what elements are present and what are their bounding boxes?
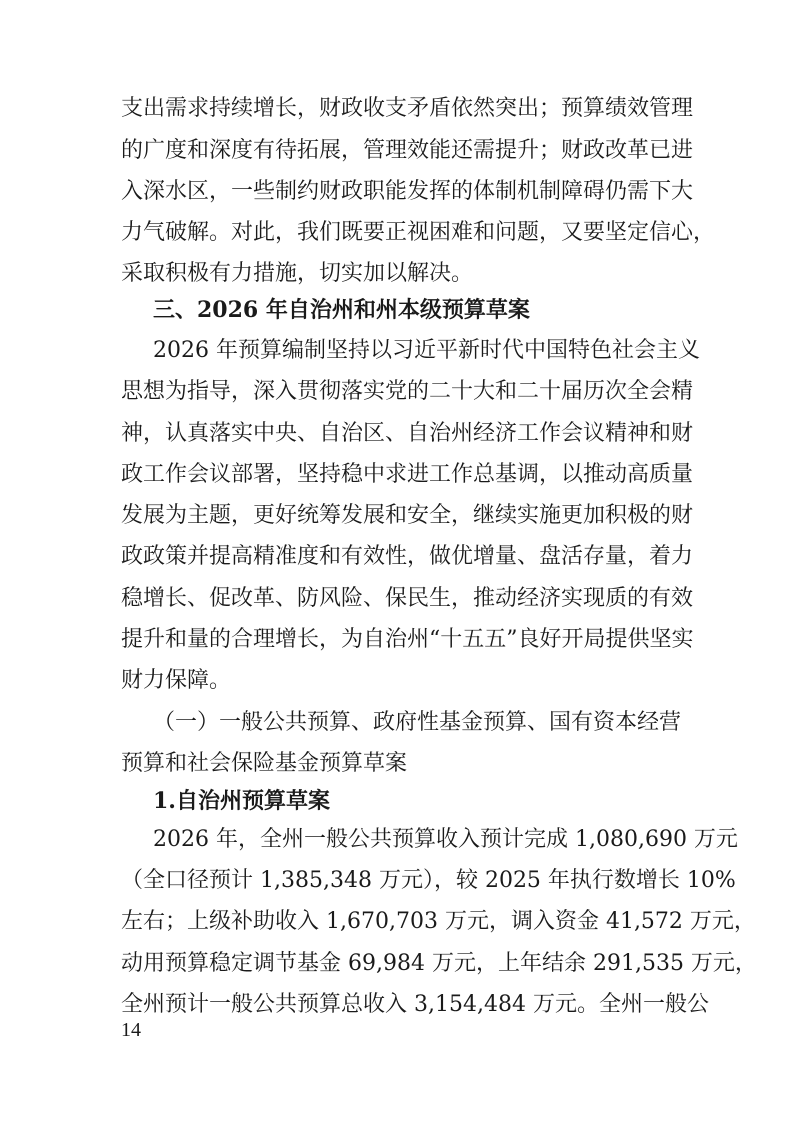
sub-subsection-heading: 1.自治州预算草案 — [153, 788, 330, 814]
body-text-line: 思想为指导，深入贯彻落实党的二十大和二十届历次全会精 — [121, 379, 694, 404]
body-text-line: 支出需求持续增长，财政收支矛盾依然突出；预算绩效管理 — [121, 96, 694, 121]
body-text-line: 全州预计一般公共预算总收入 3,154,484 万元。全州一般公 — [121, 992, 709, 1017]
body-text-line: 入深水区，一些制约财政职能发挥的体制机制障碍仍需下大 — [121, 179, 694, 204]
body-text-line: 2026 年预算编制坚持以习近平新时代中国特色社会主义 — [153, 338, 700, 363]
body-text-line: 的广度和深度有待拓展，管理效能还需提升；财政改革已进 — [121, 138, 694, 163]
body-text-line: 财力保障。 — [121, 668, 232, 693]
body-text-line: 神，认真落实中央、自治区、自治州经济工作会议精神和财 — [121, 421, 694, 446]
body-text-line: 稳增长、促改革、防风险、保民生，推动经济实现质的有效 — [121, 586, 694, 611]
body-text-line: 力气破解。对此，我们既要正视困难和问题，又要坚定信心， — [121, 220, 716, 245]
body-text-line: 政政策并提高精准度和有效性，做优增量、盘活存量，着力 — [121, 544, 694, 569]
body-text-line: 动用预算稳定调节基金 69,984 万元，上年结余 291,535 万元， — [121, 951, 757, 976]
body-text-line: 2026 年，全州一般公共预算收入预计完成 1,080,690 万元 — [153, 827, 738, 852]
body-text-line: 发展为主题，更好统筹发展和安全，继续实施更加积极的财 — [121, 503, 694, 528]
body-text-line: 左右；上级补助收入 1,670,703 万元，调入资金 41,572 万元， — [121, 909, 756, 934]
page-number: 14 — [121, 1019, 141, 1041]
body-text-line: （全口径预计 1,385,348 万元），较 2025 年执行数增长 10% — [121, 868, 736, 893]
body-text-line: 政工作会议部署，坚持稳中求进工作总基调，以推动高质量 — [121, 462, 694, 487]
body-text-line: 采取积极有力措施，切实加以解决。 — [121, 261, 474, 286]
body-text-line: 提升和量的合理增长，为自治州“十五五”良好开局提供坚实 — [121, 627, 694, 652]
subsection-heading: （一）一般公共预算、政府性基金预算、国有资本经营 — [153, 710, 682, 735]
section-heading: 三、2026 年自治州和州本级预算草案 — [153, 297, 530, 323]
subsection-heading: 预算和社会保险基金预算草案 — [121, 751, 408, 776]
